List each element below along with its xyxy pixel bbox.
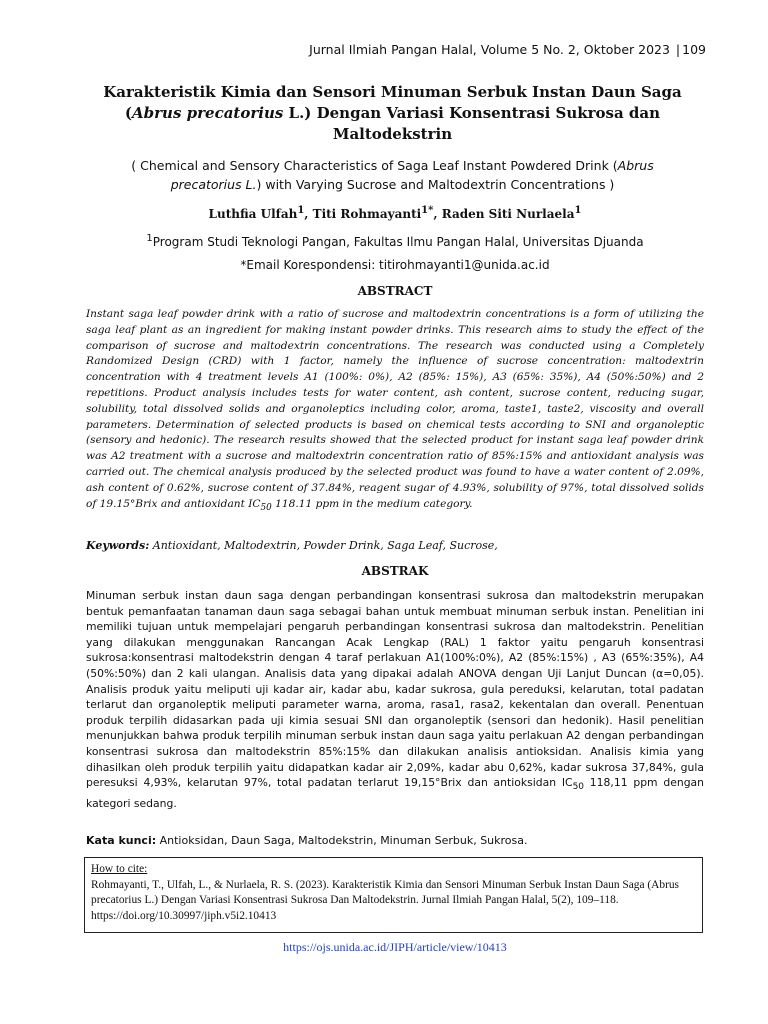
author-list: Luthfia Ulfah$^1$, Titi Rohmayanti$^{1*}$, Raden Siti Nurlaela$^1$ — [208, 205, 582, 221]
title-species: Abrus precatorius — [132, 104, 284, 122]
author-1: Luthfia Ulfah — [208, 207, 298, 221]
journal-name: Jurnal Ilmiah Pangan Halal, Volume 5 No. 2, Oktober 2023 — [309, 42, 670, 57]
correspondence-email: *Email Korespondensi: titirohmayanti1@unida.ac.id — [240, 258, 550, 272]
citation-text: Rohmayanti, T., Ulfah, L., & Nurlaela, R. S. (2023). Karakteristik Kimia dan Sensori Minuman Serbuk Instan Daun Saga (Abrus precatorius L.) Dengan Variasi Konsentrasi Sukrosa Dan Maltodekstrin. Jurnal Ilmiah Pangan Halal, 5(2), 109–118. https://doi.org/10.30997/jiph.v5i2.10413 — [91, 878, 679, 922]
citation-label: How to cite: — [91, 863, 148, 875]
abstract-indonesian: Minuman serbuk instan daun saga dengan perbandingan konsentrasi sukrosa dan maltodekstrin merupakan bentuk pemanfaatan tanaman daun saga sebagai bahan untuk membuat minuman serbuk instan. Penelitian ini memiliki tujuan untuk mempelajari pengaruh perbandingan konsentrasi sukrosa dan maltodekstrin. Penelitian yang dilakukan menggunakan Rancangan Acak Lengkap (RAL) 1 faktor yaitu pengaruh konsentrasi sukrosa:konsentrasi maltodekstrin dengan 4 taraf perlakuan A1(100%:0%), A2 (85%:15%) , A3 (65%:35%), A4 (50%:50%) dan 2 kali ulangan. Analisis data yang dipakai adalah ANOVA dengan Uji Lanjut Duncan (α=0,05). Analisis produk yaitu meliputi uji kadar air, kadar abu, kadar sukrosa, gula pereduksi, kelarutan, total padatan terlarut dan organoleptik meliputi parameter warna, aroma, rasa1, rasa2, kekentalan dan overall. Penentuan produk terpilih didasarkan pada uji kimia sesuai SNI dan organoleptik (sensori dan hedonik). Hasil penelitian menunjukkan bahwa produk terpilih minuman serbuk instan daun saga yaitu perlakuan A2 dengan perbandingan konsentrasi sukrosa dan maltodekstrin 85%:15% dan dilakukan analisis antioksidan. Analisis kimia yang dihasilkan oleh produk terpilih yaitu didapatkan kadar air 2,09%, kadar abu 0,62%, kadar sukrosa 37,84%, gula peresuksi 4,93%, kelarutan 97%, total padatan terlarut 19,15°Brix dan antioksidan $IC_{50}$ 118,11 ppm dengan kategori sedang. — [86, 589, 705, 810]
english-title: ( Chemical and Sensory Characteristics of Saga Leaf Instant Powdered Drink (Abrus precatorius L.) with Varying Sucrose and Maltodextrin Concentrations ) — [131, 158, 654, 192]
abstrak-heading: ABSTRAK — [361, 564, 429, 578]
keywords-english: Keywords: Antioxidant, Maltodextrin, Powder Drink, Saga Leaf, Sucrose, — [86, 539, 498, 552]
abstract-heading: ABSTRACT — [357, 284, 433, 298]
keywords-indonesian: Kata kunci: Antioksidan, Daun Saga, Maltodekstrin, Minuman Serbuk, Sukrosa. — [86, 834, 528, 847]
affiliation: $^1$Program Studi Teknologi Pangan, Fakultas Ilmu Pangan Halal, Universitas Djuanda — [146, 233, 644, 249]
title-line-2: (Abrus precatorius L.) Dengan Variasi Konsentrasi Sukrosa dan — [124, 104, 661, 122]
article-link[interactable]: https://ojs.unida.ac.id/JIPH/article/view/10413 — [283, 940, 507, 954]
running-header — [309, 42, 706, 57]
abstract-english: Instant saga leaf powder drink with a ratio of sucrose and maltodextrin concentrations is a form of utilizing the saga leaf plant as an ingredient for making instant powder drinks. This research aims to study the effect of the comparison of sucrose and maltodextrin concentrations. The research was conducted using a Completely Randomized Design (CRD) with 1 factor, namely the influence of sucrose concentration: maltodextrin concentration with 4 treatment levels A1 (100%: 0%), A2 (85%: 15%), A3 (65%: 35%), A4 (50%:50%) and 2 repetitions. Product analysis includes tests for water content, ash content, sucrose content, reducing sugar, solubility, total dissolved solids and organoleptics including color, aroma, taste1, taste2, viscosity and overall parameters. Determination of selected products is based on chemical tests according to SNI and organoleptic (sensory and hedonic). The research results showed that the selected product for instant saga leaf powder drink was A2 treatment with a sucrose and maltodextrin concentration ratio of 85%:15% and antioxidant analysis was carried out. The chemical analysis produced by the selected product was found to have a water content of 2.09%, ash content of 0.62%, sucrose content of 37.84%, reagent sugar of 4.93%, solubility of 97%, total dissolved solids of 19.15°Brix and antioxidant $IC_{50}$ 118.11 ppm in the medium category. — [86, 308, 704, 513]
header-separator: | — [675, 42, 681, 57]
citation-box — [84, 857, 703, 933]
paper-title — [100, 82, 685, 145]
title-line-1: Karakteristik Kimia dan Sensori Minuman Serbuk Instan Daun Saga — [103, 83, 682, 101]
author-3: , Raden Siti Nurlaela — [433, 207, 575, 221]
page-number: 109 — [682, 42, 706, 57]
author-2: , Titi Rohmayanti — [304, 207, 422, 221]
title-line-3: Maltodekstrin — [332, 125, 453, 143]
